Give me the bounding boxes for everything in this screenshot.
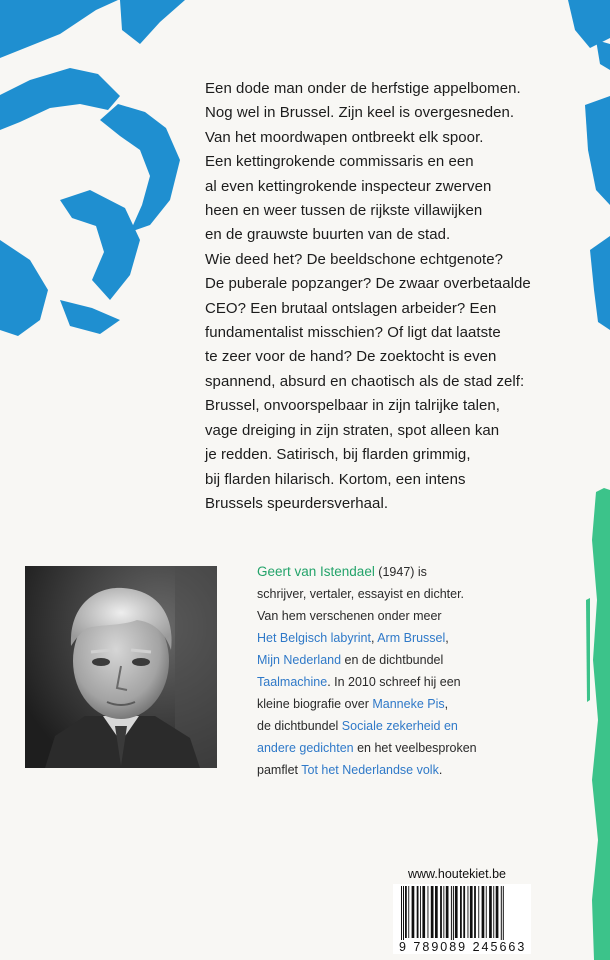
book-title: Tot het Nederlandse volk <box>301 763 439 777</box>
book-title: Sociale zekerheid en <box>341 719 458 733</box>
bio-text: de dichtbundel <box>257 719 342 733</box>
author-portrait-icon <box>25 566 217 768</box>
bio-text: , <box>445 631 449 645</box>
barcode-bar <box>428 886 429 938</box>
author-name: Geert van Istendael <box>257 564 375 579</box>
barcode-bar <box>478 886 479 938</box>
green-stroke-strip <box>592 488 610 960</box>
book-title: Manneke Pis <box>372 697 445 711</box>
barcode-bar <box>446 886 449 938</box>
barcode-bar <box>455 886 458 938</box>
barcode-bar <box>408 886 409 938</box>
barcode-bar <box>451 886 452 946</box>
bio-text: , <box>370 631 378 645</box>
blurb-line: vage dreiging in zijn straten, spot alleen kan <box>205 421 500 439</box>
barcode-bar <box>468 886 469 938</box>
bio-line <box>257 649 517 671</box>
bio-line <box>257 715 517 737</box>
bio-text: kleine biografie over <box>257 697 373 711</box>
blurb-line: bij flarden hilarisch. Kortom, een intens <box>205 470 466 488</box>
bio-line <box>257 693 517 715</box>
barcode-bar <box>474 886 476 938</box>
barcode-bar <box>417 886 419 938</box>
book-title: Taalmachine <box>257 675 328 689</box>
author-bio <box>257 561 517 781</box>
barcode-bar <box>403 886 404 946</box>
isbn-number: 9 789089 245663 <box>399 940 527 954</box>
barcode-bar <box>489 886 492 938</box>
blurb-line: Brussels speurdersverhaal. <box>205 494 389 512</box>
bio-text: pamflet <box>257 763 302 777</box>
blurb-line: spannend, absurd en chaotisch als de stad zelf: <box>205 372 525 390</box>
barcode-bar <box>412 886 415 938</box>
barcode-bar <box>453 886 454 946</box>
bio-line <box>257 627 517 649</box>
barcode-bar <box>460 886 462 938</box>
barcode-bar <box>503 886 504 946</box>
blurb-line: te zeer voor de hand? De zoektocht is even <box>205 348 497 366</box>
bio-text: en het veelbesproken <box>353 741 477 755</box>
barcode-bar <box>470 886 473 938</box>
barcode-bar <box>493 886 494 938</box>
barcode-bar <box>501 886 502 946</box>
bio-line: Van hem verschenen onder meer <box>257 609 442 623</box>
barcode-bar <box>440 886 442 938</box>
author-photo <box>25 566 217 768</box>
blurb-line: De puberale popzanger? De zwaar overbetaalde <box>205 275 531 293</box>
blurb-line: Van het moordwapen ontbreekt elk spoor. <box>205 128 484 146</box>
barcode-bar <box>420 886 421 938</box>
bio-line <box>257 737 517 759</box>
bio-text: en de dichtbundel <box>341 653 444 667</box>
barcode-bar <box>405 886 407 938</box>
bio-text: (1947) is <box>374 565 427 579</box>
bio-line <box>257 561 517 583</box>
barcode-bar <box>401 886 402 946</box>
bio-text: , <box>444 697 449 711</box>
blurb-line: je redden. Satirisch, bij flarden grimmig, <box>205 446 471 464</box>
book-title: Arm Brussel <box>377 631 446 645</box>
book-title: Het Belgisch labyrint <box>257 631 371 645</box>
book-title: Mijn Nederland <box>257 653 342 667</box>
bio-text: . <box>438 763 443 777</box>
barcode-bar <box>431 886 434 938</box>
barcode-bar <box>422 886 425 938</box>
blurb-line: en de grauwste buurten van de stad. <box>205 226 451 244</box>
bio-text: . In 2010 schreef hij een <box>327 675 461 689</box>
blurb-line: fundamentalist misschien? Of ligt dat laatste <box>205 324 501 342</box>
barcode-bar <box>463 886 465 938</box>
barcode-bar <box>486 886 487 938</box>
blurb-line: CEO? Een brutaal ontslagen arbeider? Een <box>205 299 497 317</box>
blurb-line: Brussel, onvoorspelbaar in zijn talrijke talen, <box>205 397 500 415</box>
blurb-line: Een dode man onder de herfstige appelbomen. <box>205 80 521 97</box>
barcode-bar <box>482 886 485 938</box>
blurb-line: Nog wel in Brussel. Zijn keel is overgesneden. <box>205 104 515 122</box>
barcode-bar <box>496 886 499 938</box>
barcode-bar <box>435 886 438 938</box>
book-title: andere gedichten <box>257 741 354 755</box>
barcode-bar <box>443 886 444 938</box>
publisher-website: www.houtekiet.be <box>408 867 506 881</box>
bio-line: schrijver, vertaler, essayist en dichter. <box>257 587 465 601</box>
bio-line <box>257 759 517 781</box>
blurb-text <box>205 77 603 516</box>
green-stroke-line <box>586 598 590 702</box>
blurb-line: Een kettingrokende commissaris en een <box>205 153 474 171</box>
bio-line <box>257 671 517 693</box>
blurb-line: heen en weer tussen de rijkste villawijken <box>205 202 483 220</box>
blurb-line: al even kettingrokende inspecteur zwerven <box>205 177 492 195</box>
blurb-line: Wie deed het? De beeldschone echtgenote? <box>205 250 504 268</box>
